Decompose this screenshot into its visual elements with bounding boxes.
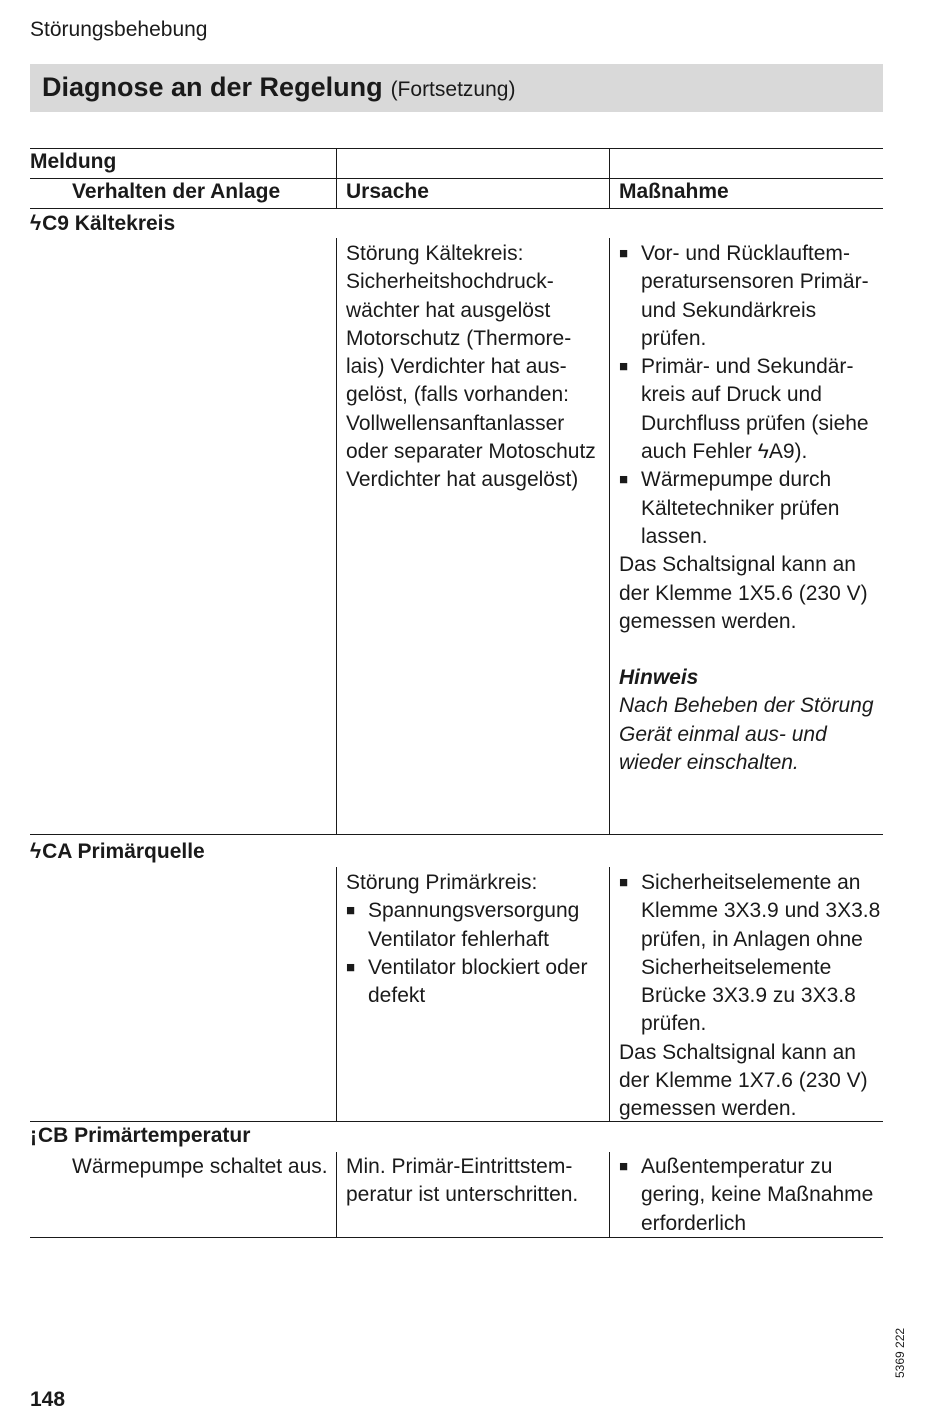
behavior-cb: Wärmepumpe schaltet aus.: [72, 1155, 328, 1178]
col-divider-1-ca: [336, 867, 337, 1121]
hinweis-title: Hinweis: [619, 666, 699, 690]
list-item: ■ Sicherheitselemente an Klemme 3X3.9 und 3X3.8 prüfen, in Anlagen ohne Sicherheitselemente Brücke 3X3.9 zu 3X3.8 prüfen.: [619, 869, 885, 1039]
col-divider-2-c9: [609, 238, 610, 834]
page-title-bar: [30, 64, 883, 112]
fault-icon: ϟ: [30, 212, 42, 235]
action-c9: [619, 240, 885, 777]
list-item: ■ Außentemperatur zu gering, keine Maßnahme erforderlich: [619, 1153, 885, 1238]
section-label: Störungsbehebung: [30, 18, 208, 41]
action-ca: [619, 869, 885, 1124]
list-item: ■ Vor- und Rücklauftemperatursensoren Primär- und Sekundärkreis prüfen.: [619, 240, 885, 353]
column-header-meldung: Meldung: [30, 150, 117, 173]
row-divider-c9: [30, 834, 883, 835]
action-note-ca: Das Schaltsignal kann an der Klemme 1X7.6 (230 V) gemessen werden.: [619, 1040, 868, 1121]
cause-ca: Störung Primärkreis: ■ Spannungsversorgung Ventilator fehlerhaft ■ Ventilator blockiert oder defekt: [346, 869, 602, 1010]
col-divider-1-c9: [336, 238, 337, 834]
list-item: ■ Wärmepumpe durch Kältetechniker prüfen lassen.: [619, 466, 885, 551]
page-number: 148: [30, 1388, 66, 1411]
list-item: ■ Spannungsversorgung Ventilator fehlerhaft: [346, 897, 602, 954]
fault-icon: ϟ: [30, 840, 42, 863]
table-top-rule: [30, 148, 883, 149]
list-item: ■ Primär- und Sekundärkreis auf Druck und Durchfluss prüfen (siehe auch Fehler ϟA9).: [619, 353, 885, 466]
row-title-cb: ¡CB Primärtemperatur: [30, 1124, 251, 1147]
row-title-c9: ϟC9 Kältekreis: [30, 212, 176, 235]
column-header-ursache: Ursache: [346, 180, 429, 203]
col-divider-2-header: [609, 148, 610, 208]
cause-cb: Min. Primär-Eintrittstemperatur ist unterschritten.: [346, 1155, 579, 1207]
action-cb: [619, 1153, 885, 1238]
table-header-bottom-rule: [30, 208, 883, 209]
info-icon: ¡: [30, 1124, 37, 1147]
column-header-massnahme: Maßnahme: [619, 180, 729, 203]
action-note-c9: Das Schaltsignal kann an der Klemme 1X5.6 (230 V) gemessen werden.: [619, 553, 868, 633]
col-divider-2-ca: [609, 867, 610, 1121]
col-divider-1-header: [336, 148, 337, 208]
cause-c9: Störung Kältekreis: Sicherheitshochdruckwächter hat ausgelöst Motorschutz (Thermorelais) Verdichter hat ausgelöst, (falls vorhanden: Vollwellensanftanlasser oder separater Motoschutz Verdichter hat ausgelöst): [346, 242, 596, 492]
row-title-ca: ϟCA Primärquelle: [30, 840, 205, 863]
page-title-suffix: (Fortsetzung): [390, 78, 516, 101]
column-header-verhalten: Verhalten der Anlage: [72, 180, 281, 203]
col-divider-1-cb: [336, 1152, 337, 1237]
table-header-rule: [30, 178, 883, 179]
col-divider-2-cb: [609, 1152, 610, 1237]
hinweis-text: Nach Beheben der Störung Gerät einmal aus- und wieder einschalten.: [619, 694, 874, 775]
list-item: ■ Ventilator blockiert oder defekt: [346, 954, 602, 1011]
page-title: Diagnose an der Regelung (Fortsetzung): [42, 72, 516, 102]
document-number: 5369 222: [893, 1327, 907, 1378]
